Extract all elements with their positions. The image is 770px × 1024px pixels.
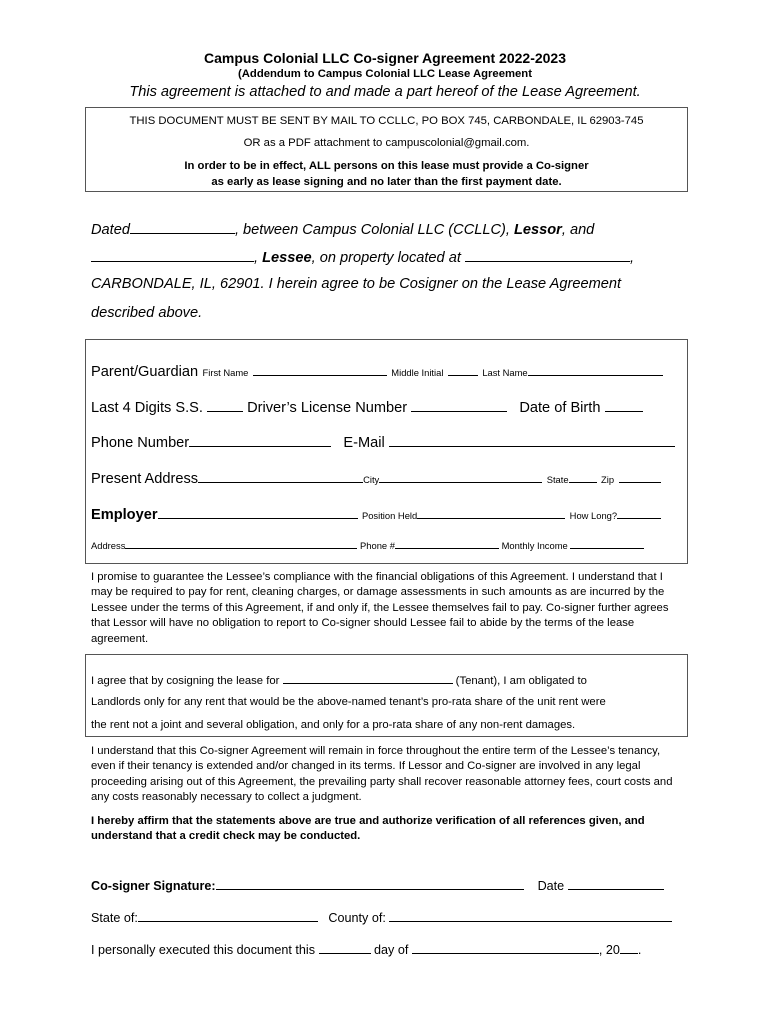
present-address-field[interactable]	[198, 469, 363, 483]
email-label: E-Mail	[343, 435, 385, 451]
notice-box	[85, 107, 688, 192]
signature-date-field[interactable]	[568, 876, 664, 890]
middle-initial-field[interactable]	[448, 362, 478, 376]
employer-row	[91, 505, 661, 524]
ssn-field[interactable]	[207, 398, 243, 412]
intro-line-2	[91, 248, 634, 266]
first-name-label: First Name	[202, 367, 249, 378]
promise-paragraph: I promise to guarantee the Lessee’s compliance with the financial obligations of this Agreement. I understand that I may be required to pay for rent, cleaning charges, or damage assessments in such amounts as are incurred by the Lessee under the terms of this Agreement, if and only if, the Lessee themselves fail to pay. Co-signer further agrees that Lessor will have no obligation to report to Co-signer should Lessee fail to abide by the terms of the lease agreement.	[91, 571, 669, 645]
parent-guardian-label: Parent/Guardian	[91, 364, 199, 380]
position-field[interactable]	[417, 505, 565, 519]
agree-line-3: the rent not a joint and several obligation, and only for a pro-rata share of any non-rent damages.	[91, 719, 576, 731]
period-text: .	[637, 943, 642, 957]
present-address-label: Present Address	[91, 471, 199, 487]
attached-note: This agreement is attached to and made a part hereof of the Lease Agreement.	[129, 84, 641, 100]
employer-field[interactable]	[158, 505, 358, 519]
intro-line-1	[91, 220, 594, 238]
ssn-label: Last 4 Digits S.S.	[91, 400, 203, 416]
employer-address-row	[91, 538, 644, 551]
zip-label: Zip	[601, 474, 615, 485]
monthly-income-label: Monthly Income	[501, 540, 568, 551]
lessee-label: Lessee	[262, 250, 312, 266]
last-name-label: Last Name	[482, 367, 528, 378]
phone-no-label: Phone #	[360, 540, 395, 551]
state-of-label: State of:	[91, 911, 138, 925]
notice-line-3: In order to be in effect, ALL persons on this lease must provide a Co-signer	[184, 160, 589, 172]
agree-text-b: (Tenant), I am obligated to	[452, 675, 587, 687]
drivers-license-field[interactable]	[411, 398, 507, 412]
dated-label: Dated	[91, 222, 130, 238]
notice-line-4: as early as lease signing and no later than the first payment date.	[211, 176, 562, 188]
notary-location-row	[91, 908, 672, 925]
document-subtitle: (Addendum to Campus Colonial LLC Lease Agreement	[238, 68, 532, 80]
employer-label: Employer	[91, 507, 158, 523]
address-label: Address	[91, 540, 126, 551]
year-prefix: , 20	[598, 943, 620, 957]
comma-text: ,	[254, 250, 263, 266]
affirm-paragraph: I hereby affirm that the statements above are true and authorize verification of all references given, and understand that a credit check may be conducted.	[91, 815, 645, 843]
dob-field[interactable]	[605, 398, 643, 412]
monthly-income-field[interactable]	[570, 538, 644, 549]
middle-initial-label: Middle Initial	[391, 367, 444, 378]
comma-text-2: ,	[629, 250, 634, 266]
and-text: , and	[561, 222, 595, 238]
city-label: City	[363, 474, 380, 485]
notice-line-2: OR as a PDF attachment to campuscolonial@gmail.com.	[243, 137, 530, 149]
drivers-license-label: Driver’s License Number	[247, 400, 408, 416]
how-long-label: How Long?	[569, 510, 618, 521]
executed-text: I personally executed this document this	[91, 943, 316, 957]
agree-text-a: I agree that by cosigning the lease for	[91, 675, 283, 687]
first-name-field[interactable]	[253, 362, 387, 376]
dated-blank[interactable]	[130, 220, 235, 234]
employer-phone-field[interactable]	[395, 538, 499, 549]
county-of-field[interactable]	[389, 908, 672, 922]
signature-row	[91, 876, 664, 893]
executed-year-field[interactable]	[620, 940, 638, 954]
email-field[interactable]	[389, 433, 675, 447]
lessee-blank[interactable]	[91, 248, 254, 262]
executed-day-field[interactable]	[319, 940, 371, 954]
document-title: Campus Colonial LLC Co-signer Agreement 2022-2023	[203, 50, 567, 66]
tenant-name-field[interactable]	[283, 672, 453, 684]
cosigner-signature-field[interactable]	[216, 876, 524, 890]
intro-line-4: described above.	[91, 305, 203, 321]
phone-label: Phone Number	[91, 435, 190, 451]
signature-date-label: Date	[537, 879, 565, 893]
state-field[interactable]	[569, 469, 597, 483]
position-label: Position Held	[361, 510, 418, 521]
understand-paragraph: I understand that this Co-signer Agreement will remain in force throughout the entire term of the Lessee’s tenancy, even if their tenancy is extended and/or changed in its terms. If Lessor and Co-signer are involved in any legal proceeding arising out of this Agreement, the prevailing party shall recover reasonable attorney fees, court costs and any costs reasonably necessary to collect a judgment.	[91, 745, 673, 804]
intro-line-3: CARBONDALE, IL, 62901. I herein agree to be Cosigner on the Lease Agreement	[91, 276, 622, 292]
zip-field[interactable]	[619, 469, 661, 483]
notice-line-1: THIS DOCUMENT MUST BE SENT BY MAIL TO CCLLC, PO BOX 745, CARBONDALE, IL 62903-745	[129, 115, 644, 127]
state-label: State	[546, 474, 569, 485]
state-of-field[interactable]	[138, 908, 318, 922]
last-name-field[interactable]	[528, 362, 663, 376]
phone-field[interactable]	[189, 433, 331, 447]
agree-line-2: Landlords only for any rent that would be the above-named tenant’s pro-rata share of the unit rent were	[91, 696, 606, 708]
lessor-label: Lessor	[513, 222, 562, 238]
cosigner-signature-label: Co-signer Signature:	[91, 879, 216, 893]
employer-address-field[interactable]	[125, 538, 357, 549]
executed-row	[91, 940, 641, 957]
county-of-label: County of:	[328, 911, 386, 925]
property-text: , on property located at	[311, 250, 465, 266]
contact-row	[91, 433, 675, 451]
how-long-field[interactable]	[617, 505, 661, 519]
agree-line-1	[91, 672, 587, 687]
property-blank[interactable]	[465, 248, 630, 262]
id-row	[91, 398, 643, 416]
day-of-label: day of	[374, 943, 409, 957]
parent-guardian-row	[91, 362, 663, 381]
city-field[interactable]	[379, 469, 542, 483]
dob-label: Date of Birth	[519, 400, 601, 416]
address-row	[91, 469, 661, 488]
between-text: , between Campus Colonial LLC (CCLLC),	[234, 222, 514, 238]
executed-month-field[interactable]	[412, 940, 599, 954]
